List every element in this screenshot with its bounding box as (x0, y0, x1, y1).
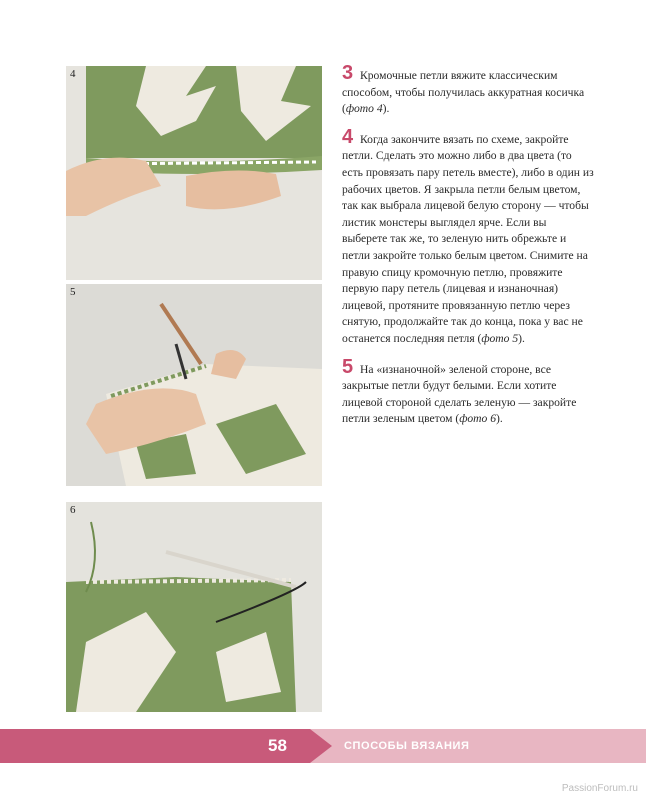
watermark: PassionForum.ru (561, 783, 638, 794)
step-4-text-end: ). (518, 331, 525, 345)
section-title: СПОСОБЫ ВЯЗАНИЯ (344, 740, 470, 752)
step-3-number: 3 (342, 62, 354, 84)
step-3-text-end: ). (382, 102, 390, 116)
photo-5-image (66, 284, 322, 486)
step-4-text: Когда закончите вязать по схеме, закройте петли. Сделать это можно либо в два цвета (то есть провязать пару петель вместе), либо в один из рабочих цветов. Я закрыла петли белым цветом, так как выбрала лицевой белую сторону — чтобы листик монстеры выглядел ярче. Если вы выберете так же, то зеленую нить обрежьте и петли закройте только белым цветом. Снимите на правую спицу кромочную петлю, провяжите первую пару петель (лицевая и изнаночная) лицевой, протяните провязанную петлю через снятую, продолжайте так до конца, пока у вас не останется последняя петля ( (342, 132, 594, 345)
photo-6-number: 6 (70, 504, 76, 516)
photo-4-number: 4 (70, 68, 76, 80)
instructions-column (342, 62, 594, 440)
step-3-photo-ref: фото 4 (345, 102, 383, 116)
step-5-photo-ref: фото 6 (459, 412, 496, 426)
photo-4 (66, 66, 322, 280)
photo-4-image (66, 66, 322, 280)
page-number: 58 (268, 736, 287, 755)
photo-6-image (66, 502, 322, 712)
footer-band-dark (0, 729, 310, 763)
step-3 (342, 62, 594, 118)
step-4-photo-ref: фото 5 (481, 331, 519, 345)
step-5-text: На «изнаночной» зеленой стороне, все закрытые петли будут белыми. Если хотите лицевой стороной сделать зеленую — закройте петли зеленым цветом ( (342, 362, 577, 426)
step-5 (342, 355, 594, 428)
step-5-text-end: ). (496, 412, 503, 426)
step-5-number: 5 (342, 355, 354, 378)
footer-arrow-shape (310, 729, 332, 763)
photo-6 (66, 502, 322, 712)
step-4-number: 4 (342, 125, 354, 148)
photo-5-number: 5 (70, 286, 76, 298)
step-3-text: Кромочные петли вяжите классическим способом, чтобы получилась аккуратная косичка ( (342, 69, 585, 116)
step-4 (342, 125, 594, 348)
photo-5 (66, 284, 322, 486)
